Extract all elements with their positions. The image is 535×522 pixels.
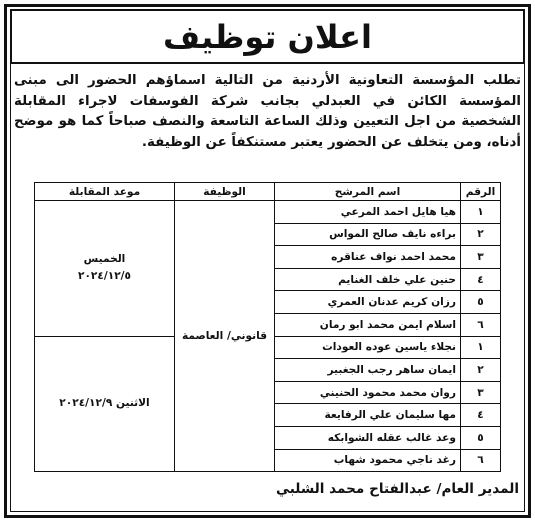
row-name: هيا هايل احمد المرعي	[275, 201, 461, 224]
title-box	[10, 9, 525, 64]
signature-line: المدير العام/ عبدالفتاح محمد الشلبي	[275, 481, 519, 497]
row-num: ٢	[461, 359, 501, 382]
row-name: اسلام ايمن محمد ابو رمان	[275, 313, 461, 336]
header-name: اسم المرشح	[275, 183, 461, 201]
row-name: رغد ناجي محمود شهاب	[275, 449, 461, 472]
row-num: ١	[461, 201, 501, 224]
interview-date-cell-1	[35, 201, 175, 337]
header-job: الوظيفة	[175, 183, 275, 201]
interview-day-1: الخميس	[83, 253, 126, 266]
intro-paragraph: تطلب المؤسسة التعاونية الأردنية من التالية اسماؤهم الحضور الى مبنى المؤسسة الكائن في العبدلي بجانب شركة الفوسفات لاجراء المقابلة الشخصية من اجل التعيين وذلك الساعة التاسعة والنصف صباحاً كما هو موضح أدناه، ومن يتخلف عن الحضور يعتبر مستنكفاً عن الوظيفة.	[14, 73, 521, 150]
header-date: موعد المقابلة	[35, 183, 175, 201]
interview-day-2: الاثنين	[116, 397, 150, 410]
job-cell: قانوني/ العاصمة	[175, 201, 275, 472]
row-name: مها سليمان علي الرفايعة	[275, 404, 461, 427]
row-num: ٣	[461, 246, 501, 269]
row-name: نجلاء ياسين عوده العودات	[275, 336, 461, 359]
row-num: ٤	[461, 268, 501, 291]
row-name: وعد غالب عقله الشوابكه	[275, 426, 461, 449]
row-name: ايمان ساهر رجب الجغبير	[275, 359, 461, 382]
table-row	[35, 201, 501, 224]
row-num: ١	[461, 336, 501, 359]
row-num: ٢	[461, 223, 501, 246]
interview-date-cell-2	[35, 336, 175, 472]
row-name: حنين علي خلف الغنايم	[275, 268, 461, 291]
row-num: ٦	[461, 313, 501, 336]
row-name: محمد احمد نواف عناقره	[275, 246, 461, 269]
row-num: ٤	[461, 404, 501, 427]
row-name: روان محمد محمود الحنيني	[275, 381, 461, 404]
page-title: اعلان توظيف	[163, 17, 372, 56]
interview-date-2: ٢٠٢٤/١٢/٩	[59, 397, 113, 410]
table-header-row	[35, 183, 501, 201]
header-num: الرقم	[461, 183, 501, 201]
row-num: ٥	[461, 291, 501, 314]
row-name: براءه نايف صالح المواس	[275, 223, 461, 246]
row-num: ٦	[461, 449, 501, 472]
row-num: ٥	[461, 426, 501, 449]
row-num: ٣	[461, 381, 501, 404]
row-name: رزان كريم عدنان العمري	[275, 291, 461, 314]
interview-date-1: ٢٠٢٤/١٢/٥	[78, 270, 131, 283]
candidates-table	[34, 182, 501, 472]
